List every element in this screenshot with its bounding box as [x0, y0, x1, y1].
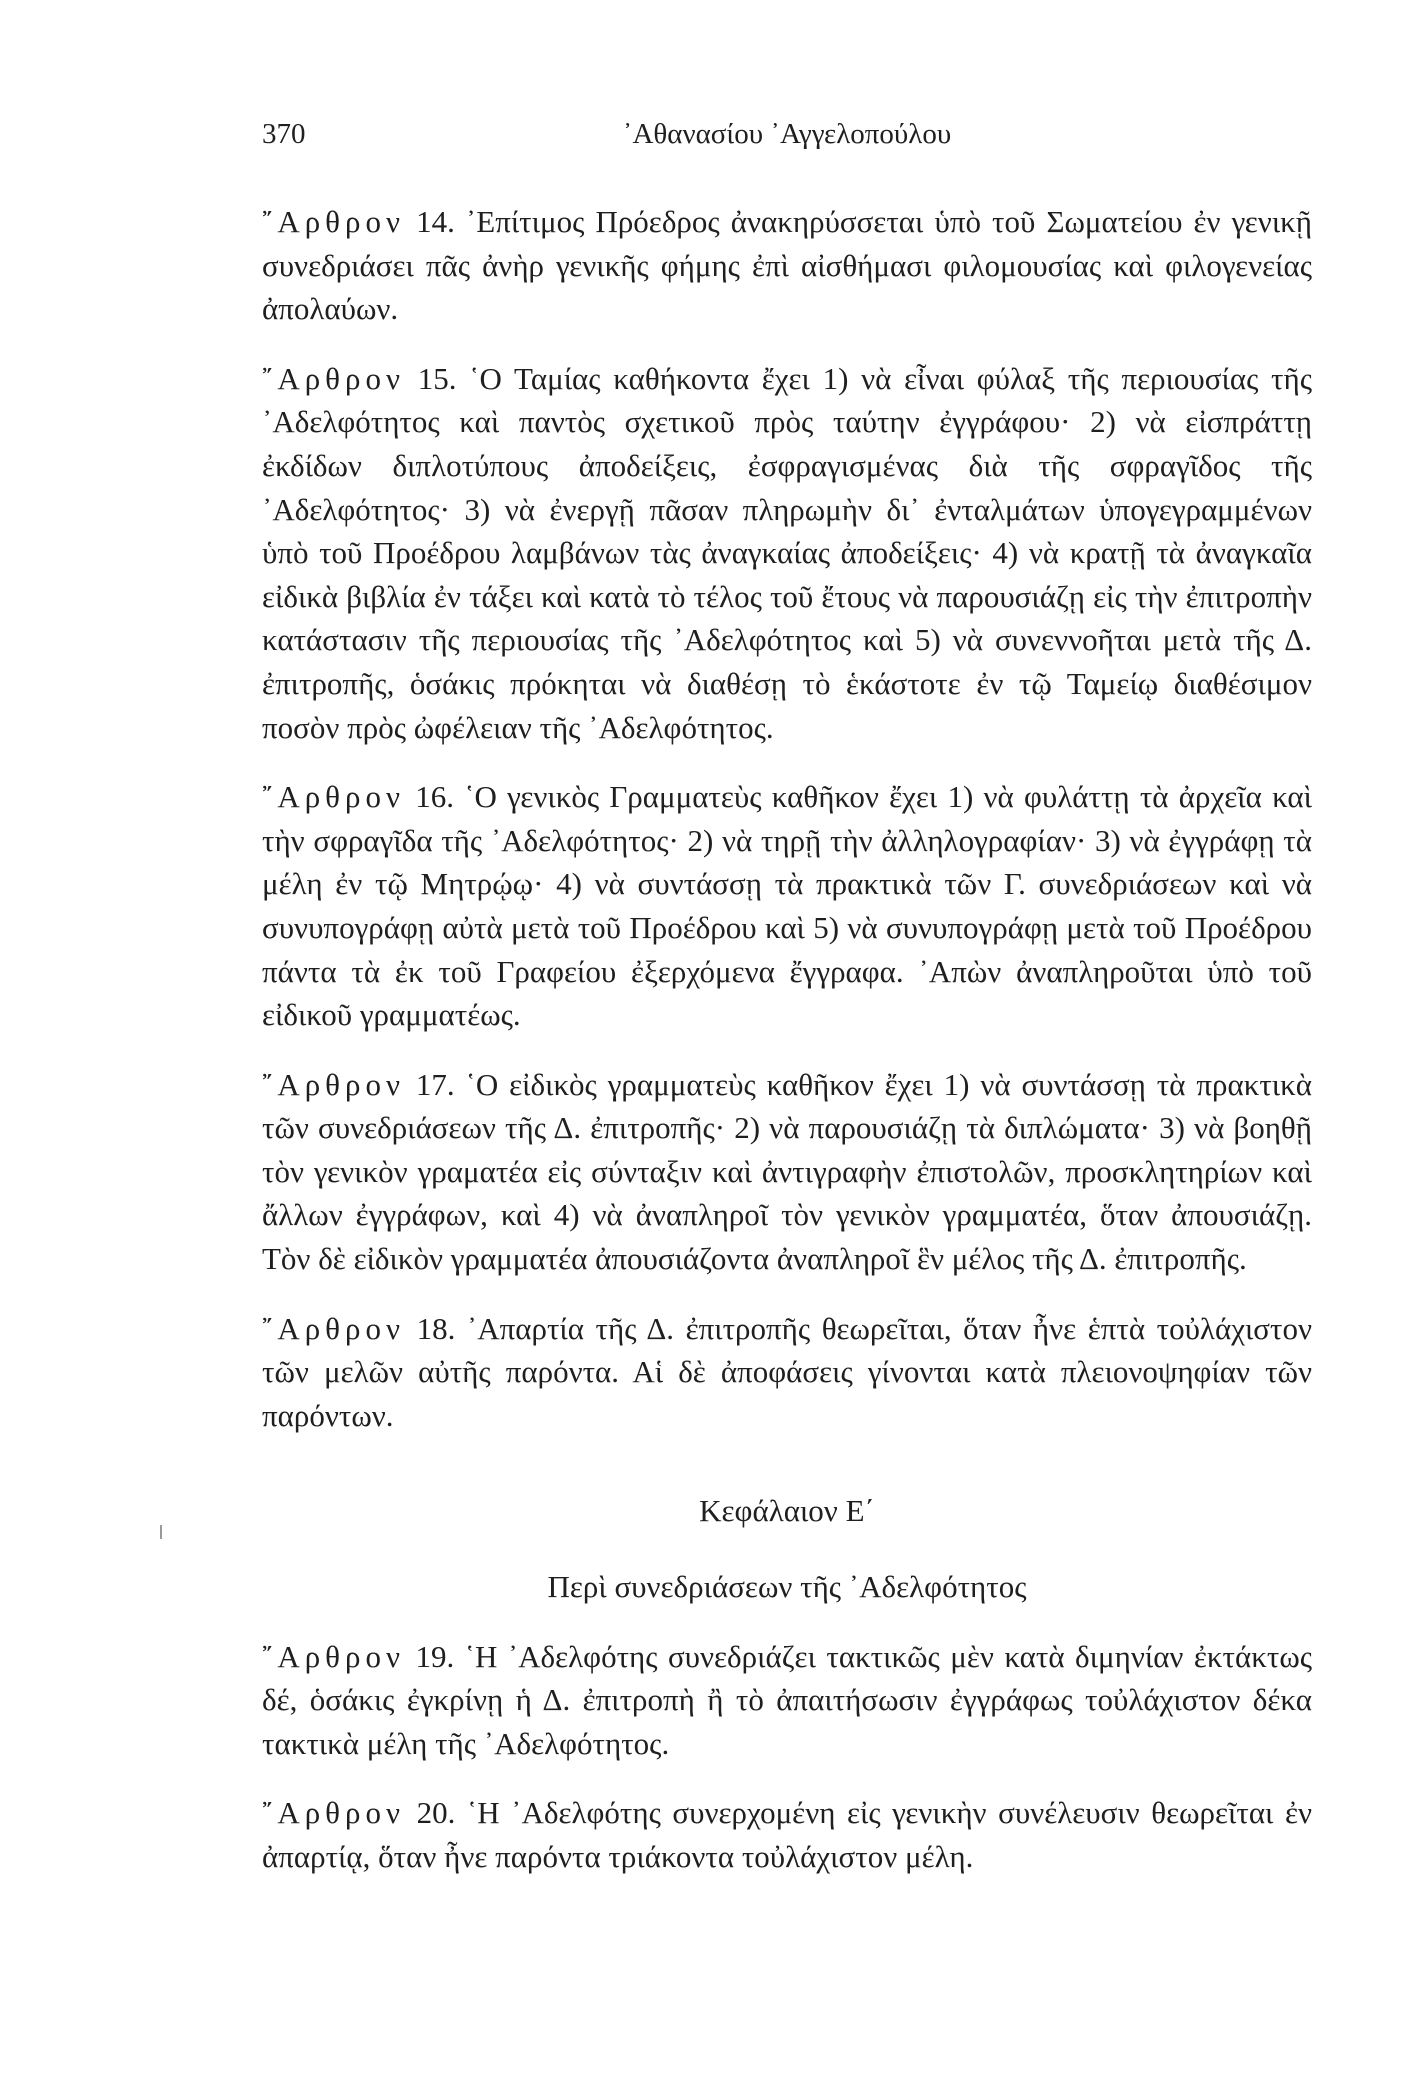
article-text: 18. ᾿Απαρτία τῆς Δ. ἐπιτροπῆς θεωρεῖται, ὅταν ἦνε ἑπτὰ τοὐλάχιστον τῶν μελῶν αὐτῆς παρόντα. Αἱ δὲ ἀποφάσεις γίνονται κατὰ πλειονοψηφίαν τῶν παρόντων. [262, 1310, 1312, 1433]
article-label: ῎Αρθρον [262, 204, 406, 239]
article-text: 15. ῾Ο Ταμίας καθήκοντα ἔχει 1) νὰ εἶναι φύλαξ τῆς περιουσίας τῆς ᾿Αδελφότητος καὶ παντὸς σχετικοῦ πρὸς ταύτην ἐγγράφου· 2) νὰ εἰσπράττῃ ἐκδίδων διπλοτύπους ἀποδείξεις, ἐσφραγισμένας διὰ τῆς σφραγῖδος τῆς ᾿Αδελφότητος· 3) νὰ ἐνεργῇ πᾶσαν πληρωμὴν δι᾿ ἐνταλμάτων ὑπογεγραμμένων ὑπὸ τοῦ Προέδρου λαμβάνων τὰς ἀναγκαίας ἀποδείξεις· 4) νὰ κρατῇ τὰ ἀναγκαῖα εἰδικὰ βιβλία ἐν τάξει καὶ κατὰ τὸ τέλος τοῦ ἔτους νὰ παρουσιάζῃ εἰς τὴν ἐπιτροπὴν κατάστασιν τῆς περιουσίας τῆς ᾿Αδελφότητος καὶ 5) νὰ συνεννοῆται μετὰ τῆς Δ. ἐπιτροπῆς, ὁσάκις πρόκηται νὰ διαθέσῃ τὸ ἑκάστοτε ἐν τῷ Ταμείῳ διαθέσιμον ποσὸν πρὸς ὠφέλειαν τῆς ᾿Αδελφότητος. [262, 360, 1312, 745]
page-number: 370 [262, 118, 306, 150]
page [262, 112, 1312, 1905]
article-text: 16. ῾Ο γενικὸς Γραμματεὺς καθῆκον ἔχει 1) νὰ φυλάττῃ τὰ ἀρχεῖα καὶ τὴν σφραγῖδα τῆς ᾿Αδελφότητος· 2) νὰ τηρῇ τὴν ἀλληλογραφίαν· 3) νὰ ἐγγράφῃ τὰ μέλη ἐν τῷ Μητρῴῳ· 4) νὰ συντάσσῃ τὰ πρακτικὰ τῶν Γ. συνεδριάσεων καὶ νὰ συνυπογράφῃ αὐτὰ μετὰ τοῦ Προέδρου καὶ 5) νὰ συνυπογράφῃ μετὰ τοῦ Προέδρου πάντα τὰ ἐκ τοῦ Γραφείου ἐξερχόμενα ἔγγραφα. ᾿Απὼν ἀναπληροῦται ὑπὸ τοῦ εἰδικοῦ γραμματέως. [262, 779, 1312, 1033]
article-label: ῎Αρθρον [262, 1638, 406, 1674]
running-head: ᾿Αθανασίου ᾿Αγγελοπούλου [622, 118, 952, 150]
chapter-subtitle: Περὶ συνεδριάσεων τῆς ᾿Αδελφότητος [547, 1569, 1027, 1605]
article-label: ῎Αρθρον [262, 1066, 406, 1102]
article-17 [262, 1063, 1312, 1281]
article-label: ῎Αρθρον [262, 1795, 406, 1831]
page-header [262, 112, 1312, 156]
article-text: 17. ῾Ο εἰδικὸς γραμματεὺς καθῆκον ἔχει 1) νὰ συντάσσῃ τὰ πρακτικὰ τῶν συνεδριάσεων τῆς Δ. ἐπιτροπῆς· 2) νὰ παρουσιάζῃ τὰ διπλώματα· 3) νὰ βοηθῇ τὸν γενικὸν γραματέα εἰς σύνταξιν καὶ ἀντιγραφὴν ἐπιστολῶν, προσκλητηρίων καὶ ἄλλων ἐγγράφων, καὶ 4) νὰ ἀναπληροῖ τὸν γενικὸν γραμματέα, ὅταν ἀπουσιάζῃ. Τὸν δὲ εἰδικὸν γραμματέα ἀπουσιάζοντα ἀναπληροῖ ἓν μέλος τῆς Δ. ἐπιτροπῆς. [262, 1066, 1312, 1277]
article-text: 19. ῾Η ᾿Αδελφότης συνεδριάζει τακτικῶς μὲν κατὰ διμηνίαν ἐκτάκτως δέ, ὁσάκις ἐγκρίνῃ ἡ Δ. ἐπιτροπὴ ἢ τὸ ἀπαιτήσωσιν ἐγγράφως τοὐλάχιστον δέκα τακτικὰ μέλη τῆς ᾿Αδελφότητος. [262, 1638, 1312, 1761]
article-15 [262, 357, 1312, 749]
chapter-title: Κεφάλαιον Ε΄ [699, 1493, 875, 1529]
article-label: ῎Αρθρον [262, 779, 406, 815]
article-16 [262, 775, 1312, 1037]
article-18 [262, 1307, 1312, 1438]
article-text: 20. ῾Η ᾿Αδελφότης συνερχομένη εἰς γενικὴν συνέλευσιν θεωρεῖται ἐν ἀπαρτίᾳ, ὅταν ἦνε παρόντα τριάκοντα τοὐλάχιστον μέλη. [262, 1795, 1312, 1874]
chapter-heading [262, 1489, 1312, 1608]
scan-mark [160, 1525, 162, 1539]
article-label: ῎Αρθρον [262, 1310, 406, 1346]
page-body [262, 200, 1312, 1879]
article-14 [262, 200, 1312, 331]
article-20 [262, 1791, 1312, 1878]
article-19 [262, 1635, 1312, 1766]
article-text: 14. ᾿Επίτιμος Πρόεδρος ἀνακηρύσσεται ὑπὸ τοῦ Σωματείου ἐν γενικῇ συνεδριάσει πᾶς ἀνὴρ γενικῆς φήμης ἐπὶ αἰσθήμασι φιλομουσίας καὶ φιλογενείας ἀπολαύων. [262, 204, 1312, 327]
article-label: ῎Αρθρον [262, 360, 406, 396]
